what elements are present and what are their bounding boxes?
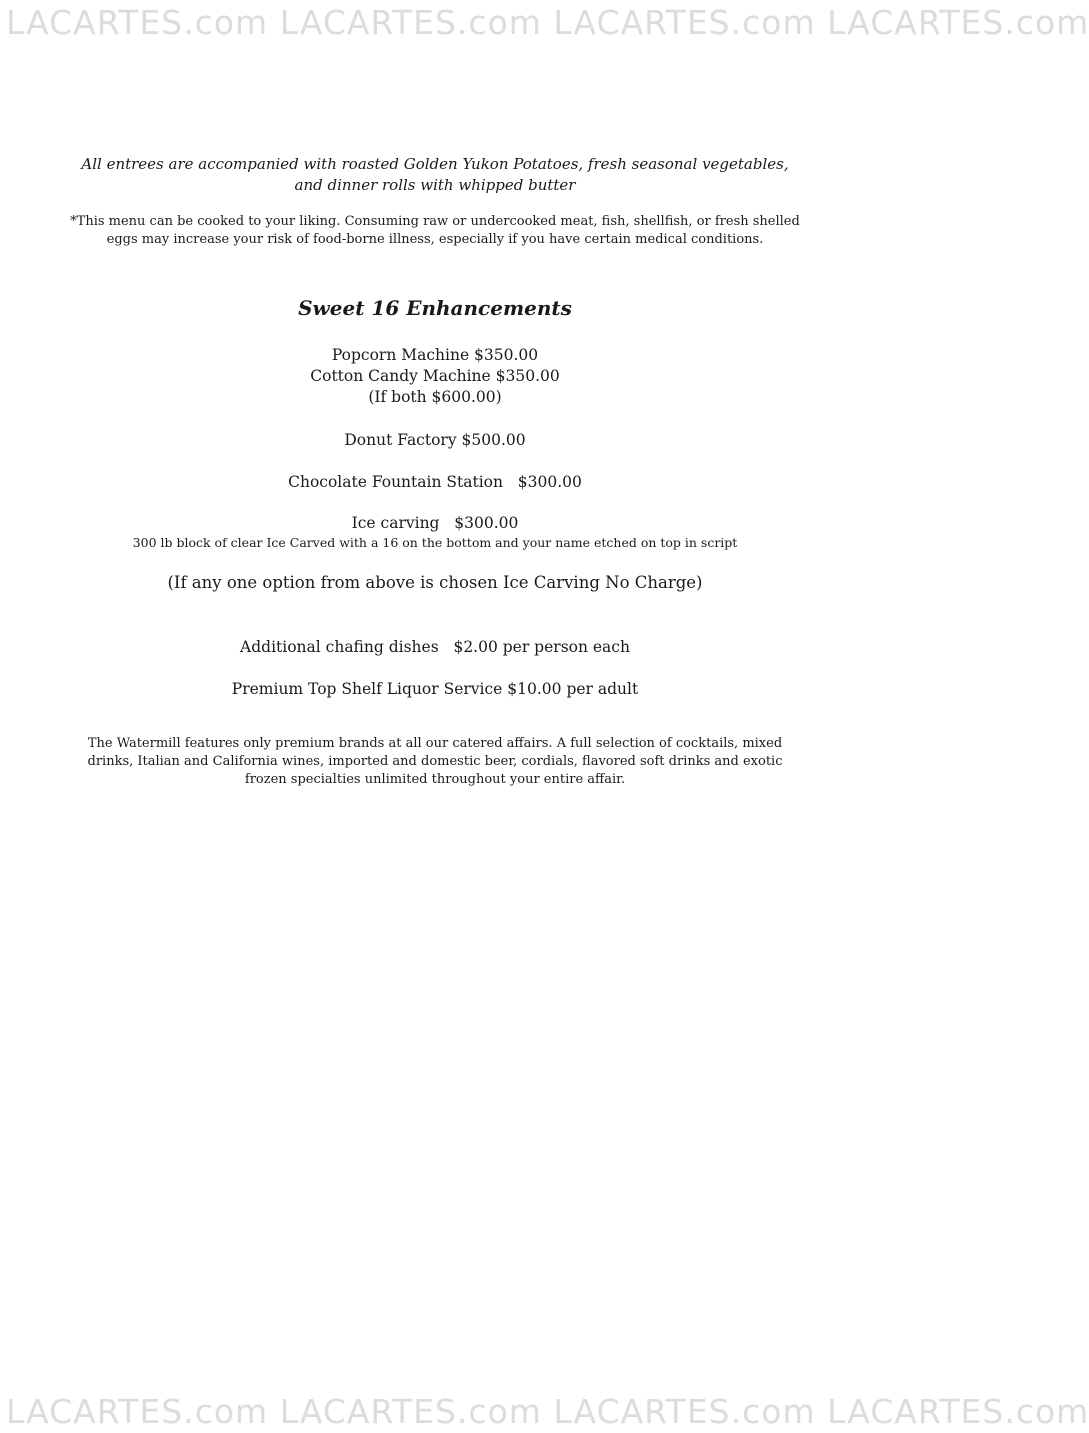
chafing-dishes-item: Additional chafing dishes $2.00 per person each xyxy=(240,638,630,656)
watermark-top: LACARTES.com LACARTES.com LACARTES.com LACARTES.com xyxy=(6,3,1089,42)
bar-description-line: drinks, Italian and California wines, imported and domestic beer, cordials, flavored soft drinks and exotic xyxy=(87,754,783,769)
ice-carving-description: 300 lb block of clear Ice Carved with a 16 on the bottom and your name etched on top in script xyxy=(132,535,738,550)
section-heading: Sweet 16 Enhancements xyxy=(298,296,572,320)
disclaimer-line: *This menu can be cooked to your liking. Consuming raw or undercooked meat, fish, shellfish, or fresh shelled xyxy=(70,214,800,229)
cotton-candy-machine-item: Cotton Candy Machine $350.00 xyxy=(310,367,560,385)
bar-description-line: frozen specialties unlimited throughout your entire affair. xyxy=(244,772,626,787)
combo-price-note: (If both $600.00) xyxy=(368,388,502,406)
popcorn-machine-item: Popcorn Machine $350.00 xyxy=(331,346,539,364)
ice-carving-no-charge-note: (If any one option from above is chosen Ice Carving No Charge) xyxy=(167,573,703,592)
ice-carving-item: Ice carving $300.00 xyxy=(351,514,519,532)
liquor-service-item: Premium Top Shelf Liquor Service $10.00 per adult xyxy=(231,680,639,698)
bar-description xyxy=(0,735,870,789)
watermark-bottom: LACARTES.com LACARTES.com LACARTES.com LACARTES.com xyxy=(6,1392,1089,1431)
bar-description-line: The Watermill features only premium brands at all our catered affairs. A full selection of cocktails, mixed xyxy=(87,736,783,751)
disclaimer-line: eggs may increase your risk of food-borne illness, especially if you have certain medical conditions. xyxy=(106,232,764,247)
entrees-note-line: All entrees are accompanied with roasted Golden Yukon Potatoes, fresh seasonal vegetables, xyxy=(81,155,789,173)
candy-machines-group xyxy=(0,345,870,408)
donut-factory-item: Donut Factory $500.00 xyxy=(344,431,526,449)
entrees-note-line: and dinner rolls with whipped butter xyxy=(294,176,576,194)
entrees-note xyxy=(0,154,870,196)
chocolate-fountain-item: Chocolate Fountain Station $300.00 xyxy=(288,473,582,491)
health-disclaimer xyxy=(0,213,870,249)
